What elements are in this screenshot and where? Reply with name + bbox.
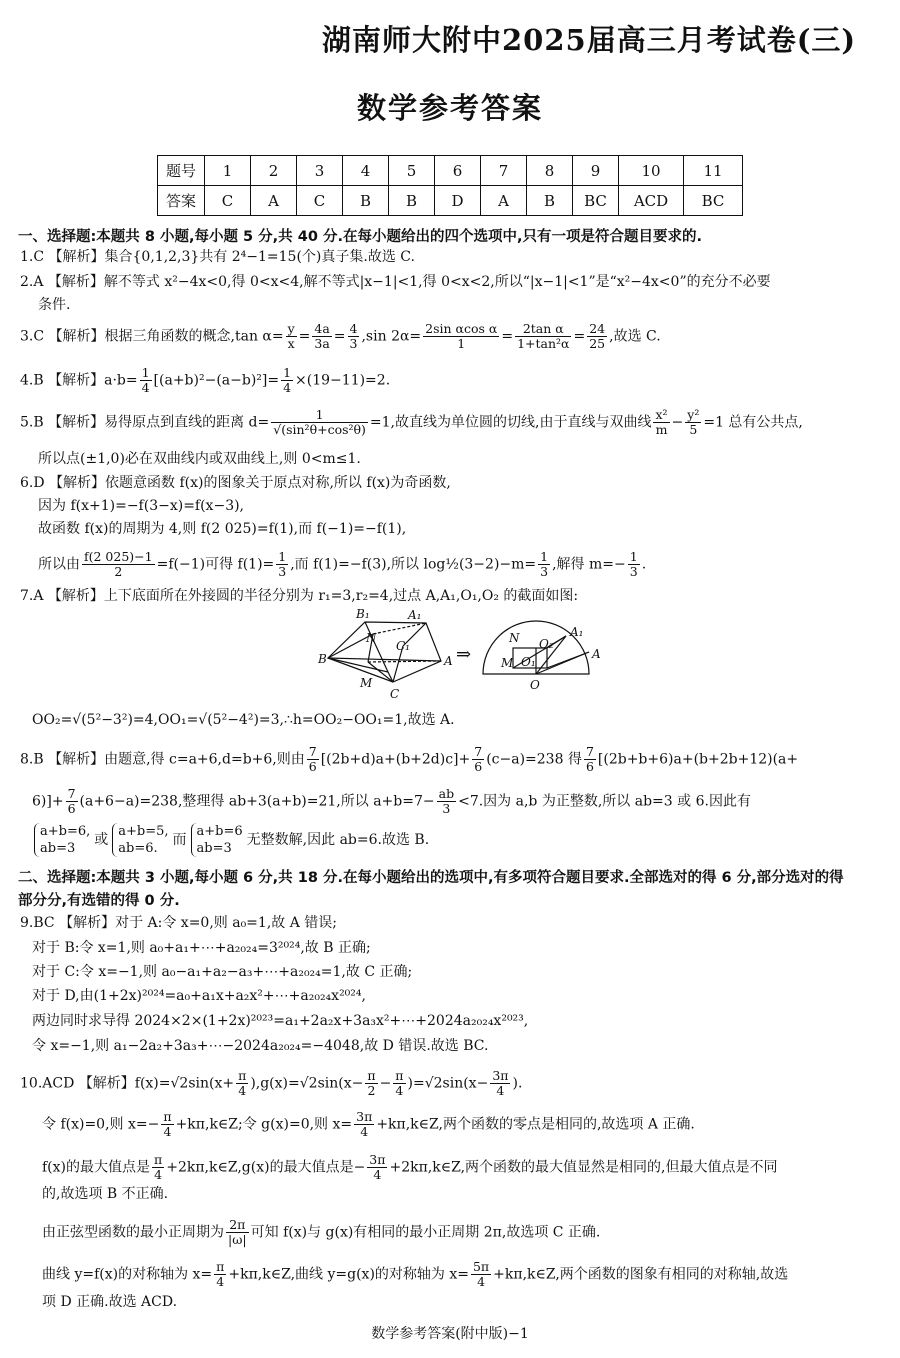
equation: a+b=6 [196,824,243,839]
text-run: 或 [94,832,109,848]
numerator: 3π [492,1068,509,1083]
text-run: f(x)的最大值点是 [42,1159,151,1176]
fraction [685,408,701,437]
text-run: ),g(x)=√2sin(x− [250,1075,364,1092]
text-run: +kπ,k∈Z,两个函数的图象有相同的对称轴,故选 [493,1266,789,1283]
figure-label: A [592,647,601,661]
figure-label: A₁ [408,608,422,622]
q10-solution-line5 [42,1218,600,1247]
text-run: =f(−1)可得 f(1)= [156,556,275,573]
numerator: 24 [589,321,606,336]
answer-table [157,155,743,216]
q10-solution-line1 [20,1069,522,1098]
text-run: 令 f(x)=0,则 x=− [42,1116,160,1133]
table-cell: 4 [343,156,389,186]
fraction [471,1260,491,1289]
table-cell: 10 [619,156,684,186]
denominator: 6 [585,759,594,774]
section-2-heading-line2: 部分分,有选错的得 0 分. [18,893,180,909]
text-run: )=√2sin(x− [407,1075,489,1092]
denominator: 3 [442,801,451,816]
fraction [226,1218,249,1247]
text-run: 4.B 【解析】a·b= [20,372,138,389]
q9-solution-line1: 9.BC 【解析】对于 A:令 x=0,则 a₀=1,故 A 错误; [20,915,338,931]
q10-solution-line2 [42,1110,695,1139]
denominator: 25 [589,336,606,351]
fraction [365,1069,377,1098]
numerator: π [154,1152,163,1167]
equation: a+b=5, [118,824,169,839]
denominator: 4 [496,1083,505,1098]
denominator: 1 [457,336,466,351]
numerator: 1 [271,408,368,423]
numerator: 1 [629,549,638,564]
q7-frustum-figure [318,606,603,702]
fraction [367,1153,387,1182]
fraction [490,1069,510,1098]
numerator: f(2 025)−1 [84,549,153,564]
fraction [214,1260,226,1289]
figure-label: M [501,656,514,670]
text-run: ×(19−11)=2. [295,372,391,389]
text-run: = [501,328,514,345]
equation-system [191,823,243,857]
numerator: π [216,1259,225,1274]
table-cell: 2 [251,156,297,186]
text-run: = [573,328,586,345]
table-cell: B [389,186,435,216]
text-run: 无整数解,因此 ab=6.故选 B. [246,832,430,848]
table-cell: BC [573,186,619,216]
figure-label: M [360,676,373,690]
text-run: 6)]+ [32,793,64,810]
denominator: √(sin²θ+cos²θ) [273,422,366,437]
numerator: 7 [585,744,594,759]
denominator: 3 [349,336,358,351]
table-cell: 6 [435,156,481,186]
equation: ab=3 [196,841,232,856]
table-cell: C [205,186,251,216]
q9-solution-line2: 对于 B:令 x=1,则 a₀+a₁+⋯+a₂₀₂₄=3²⁰²⁴,故 B 正确; [32,940,371,956]
text-run: 3.C 【解析】根据三角函数的概念,tan α= [20,328,284,345]
figure-label: C₁ [396,639,410,653]
fraction [307,745,319,774]
numerator: π [163,1109,172,1124]
denominator: 4 [216,1274,225,1289]
q9-solution-line4: 对于 D,由(1+2x)²⁰²⁴=a₀+a₁x+a₂x²+⋯+a₂₀₂₄x²⁰²⁴, [32,988,366,1004]
text-run: 曲线 y=f(x)的对称轴为 x= [42,1266,213,1283]
text-run: − [671,414,684,431]
equation: ab=3 [40,841,76,856]
equation: a+b=6, [40,824,91,839]
table-row-label: 答案 [158,186,205,216]
table-cell: D [435,186,481,216]
fraction [584,745,596,774]
table-cell: A [481,186,527,216]
equation-system [34,823,90,857]
table-cell: ACD [619,186,684,216]
fraction [348,322,360,351]
table-cell: 11 [684,156,743,186]
q7-solution-line2: OO₂=√(5²−3²)=4,OO₁=√(5²−4²)=3,∴h=OO₂−OO₁=1,故选 A. [32,712,455,728]
denominator: x [287,336,295,351]
answer-table-answer-row [158,186,743,216]
text-run: [(2b+b+6)a+(b+2b+12)(a+ [597,751,799,768]
fraction [354,1110,374,1139]
text-run: 可知 f(x)与 g(x)有相同的最小正周期 2π,故选项 C 正确. [250,1224,601,1241]
q10-solution-line6 [42,1260,788,1289]
q10-solution-line7: 项 D 正确.故选 ACD. [42,1294,178,1310]
numerator: 3π [369,1152,386,1167]
table-cell: BC [684,186,743,216]
q9-solution-line6: 令 x=−1,则 a₁−2a₂+3a₃+⋯−2024a₂₀₂₄=−4048,故 D 错误.故选 BC. [32,1038,489,1054]
text-run: +kπ,k∈Z,曲线 y=g(x)的对称轴为 x= [228,1266,469,1283]
numerator: 7 [474,744,483,759]
numerator: 2tan α [515,322,571,337]
fraction [82,550,155,579]
q6-solution-line2: 因为 f(x+1)=−f(3−x)=f(x−3), [38,498,245,514]
text-run: +2kπ,k∈Z,两个函数的最大值显然是相同的,但最大值点是不同 [389,1159,778,1176]
denominator: 3 [540,564,549,579]
denominator: 3a [314,336,330,351]
text-run: ,而 f(1)=−f(3),所以 log½(3−2)−m= [290,556,537,573]
text-run: 10.ACD 【解析】f(x)=√2sin(x+ [20,1075,235,1092]
denominator: 4 [154,1167,163,1182]
denominator: 4 [395,1083,404,1098]
denominator: 4 [238,1083,247,1098]
numerator: 3π [356,1109,373,1124]
denominator: m [655,422,668,437]
denominator: |ω| [228,1232,247,1247]
q8-solution-line2 [32,787,751,816]
numerator: 7 [308,744,317,759]
page-footer: 数学参考答案(附中版)−1 [371,1326,529,1342]
q6-solution-line4 [38,550,646,579]
equation-system [112,823,168,857]
table-cell: B [343,186,389,216]
denominator: 6 [308,759,317,774]
text-run: ,sin 2α= [361,328,422,345]
text-run: +kπ,k∈Z;令 g(x)=0,则 x= [175,1116,353,1133]
table-cell: 3 [297,156,343,186]
text-run: 由正弦型函数的最小正周期为 [42,1224,224,1241]
text-run: (a+6−a)=238,整理得 ab+3(a+b)=21,所以 a+b=7− [79,793,435,810]
q2-solution-line1: 2.A 【解析】解不等式 x²−4x<0,得 0<x<4,解不等式|x−1|<1,得 0<x<2,所以“|x−1|<1”是“x²−4x<0”的充分不必要 [20,274,771,290]
text-run: = [298,328,311,345]
fraction [66,787,78,816]
fraction [286,322,297,351]
numerator: x² [655,407,668,422]
denominator: 4 [283,380,292,395]
text-run: [(2b+d)a+(b+2d)c]+ [320,751,471,768]
q10-solution-line3 [42,1153,777,1182]
text-run: (c−a)=238 得 [486,751,582,768]
denominator: 4 [477,1274,486,1289]
fraction [312,322,331,351]
table-cell: 7 [481,156,527,186]
q10-solution-line4: 的,故选项 B 不正确. [42,1186,169,1202]
fraction [161,1110,173,1139]
q2-solution-line2: 条件. [38,297,71,313]
numerator: π [238,1068,247,1083]
text-run: 所以由 [38,556,80,573]
fraction [587,322,607,351]
document-title: 数学参考答案 [356,91,543,125]
fraction [653,408,669,437]
numerator: 2π [226,1218,249,1233]
q8-solution-line3 [30,823,429,857]
figure-label: O₁ [521,655,536,669]
q5-solution-line2: 所以点(±1,0)必在双曲线内或双曲线上,则 0<m≤1. [38,451,361,467]
table-cell: C [297,186,343,216]
text-run: ,解得 m=− [552,556,626,573]
numerator: 7 [67,786,76,801]
table-cell: 1 [205,156,251,186]
numerator: 1 [141,365,150,380]
q8-solution-line1 [20,745,798,774]
q7-solution-line1: 7.A 【解析】上下底面所在外接圆的半径分别为 r₁=3,r₂=4,过点 A,A₁,O₁,O₂ 的截面如图: [20,588,579,604]
answer-table-number-row [158,156,743,186]
denominator: 1+tan²α [517,336,570,351]
text-run: =1,故直线为单位圆的切线,由于直线与双曲线 [369,414,652,431]
text-run: = [333,328,346,345]
numerator: ab [438,786,455,801]
figure-label: B [318,652,327,666]
numerator: 2sin αcos α [425,321,498,336]
text-run: ). [512,1075,523,1092]
fraction [236,1069,248,1098]
denominator: 4 [373,1167,382,1182]
denominator: 4 [141,380,150,395]
denominator: 4 [360,1124,369,1139]
table-cell: 5 [389,156,435,186]
figure-label: A₁ [570,625,584,639]
numerator: 1 [278,549,287,564]
table-cell: A [251,186,297,216]
numerator: π [367,1068,376,1083]
figure-label: O₂ [539,637,554,651]
q9-solution-line3: 对于 C:令 x=−1,则 a₀−a₁+a₂−a₃+⋯+a₂₀₂₄=1,故 C 正确; [32,964,413,980]
denominator: 2 [367,1083,376,1098]
figure-label: N [509,631,520,645]
text-run: 5.B 【解析】易得原点到直线的距离 d= [20,414,270,431]
text-run: 8.B 【解析】由题意,得 c=a+6,d=b+6,则由 [20,751,305,768]
fraction [423,322,499,351]
denominator: 6 [474,759,483,774]
denominator: 2 [114,564,123,579]
denominator: 6 [67,801,76,816]
table-cell: B [527,186,573,216]
equation: ab=6. [118,841,158,856]
q6-solution-line1: 6.D 【解析】依题意函数 f(x)的图象关于原点对称,所以 f(x)为奇函数, [20,475,451,491]
numerator: 4a [314,321,330,336]
figure-label: N [366,631,377,645]
fraction [628,550,640,579]
fraction [152,1153,164,1182]
q6-solution-line3: 故函数 f(x)的周期为 4,则 f(2 025)=f(1),而 f(−1)=−f(1), [38,521,407,537]
numerator: 4 [349,321,358,336]
numerator: π [395,1068,404,1083]
fraction [437,787,456,816]
figure-label: O [530,678,540,692]
fraction [276,550,288,579]
text-run: +kπ,k∈Z,两个函数的零点是相同的,故选项 A 正确. [376,1116,695,1133]
section-1-heading: 一、选择题:本题共 8 小题,每小题 5 分,共 40 分.在每小题给出的四个选项中,只有一项是符合题目要求的. [18,229,702,245]
numerator: y [287,321,295,336]
figure-label: A [444,654,453,668]
numerator: 1 [540,549,549,564]
denominator: 3 [278,564,287,579]
q9-solution-line5: 两边同时求导得 2024×2×(1+2x)²⁰²³=a₁+2a₂x+3a₃x²+⋯+2024a₂₀₂₄x²⁰²³, [32,1013,529,1029]
text-run: <7.因为 a,b 为正整数,所以 ab=3 或 6.因此有 [458,793,751,810]
numerator: 5π [472,1259,490,1274]
q1-solution: 1.C 【解析】集合{0,1,2,3}共有 2⁴−1=15(个)真子集.故选 C. [20,249,415,265]
fraction [472,745,484,774]
figure-label: B₁ [356,607,370,621]
implies-arrow: ⇒ [456,644,472,665]
q5-solution-line1 [20,408,803,437]
text-run: ,故选 C. [609,328,661,345]
text-run: . [641,556,647,573]
text-run: +2kπ,k∈Z,g(x)的最大值点是− [166,1159,366,1176]
text-run: 而 [172,832,187,848]
q4-solution [20,366,390,395]
text-run: [(a+b)²−(a−b)²]= [153,372,280,389]
denominator: 3 [629,564,638,579]
section-2-heading-line1: 二、选择题:本题共 3 小题,每小题 6 分,共 18 分.在每小题给出的选项中,有多项符合题目要求.全部选对的得 6 分,部分选对的得 [18,870,844,886]
numerator: 1 [283,365,292,380]
figure-label: C [390,687,400,701]
table-cell: 9 [573,156,619,186]
denominator: 5 [689,422,698,437]
numerator: y² [687,407,700,422]
fraction [393,1069,405,1098]
fraction [515,322,571,351]
table-cell: 8 [527,156,573,186]
school-exam-title: 湖南师大附中2025届高三月考试卷(三) [322,23,857,57]
text-run: =1 总有公共点, [703,414,803,431]
q3-solution [20,322,661,351]
fraction [538,550,550,579]
fraction [271,408,368,437]
fraction [281,366,293,395]
table-row-label: 题号 [158,156,205,186]
denominator: 4 [163,1124,172,1139]
fraction [140,366,152,395]
text-run: − [379,1075,392,1092]
